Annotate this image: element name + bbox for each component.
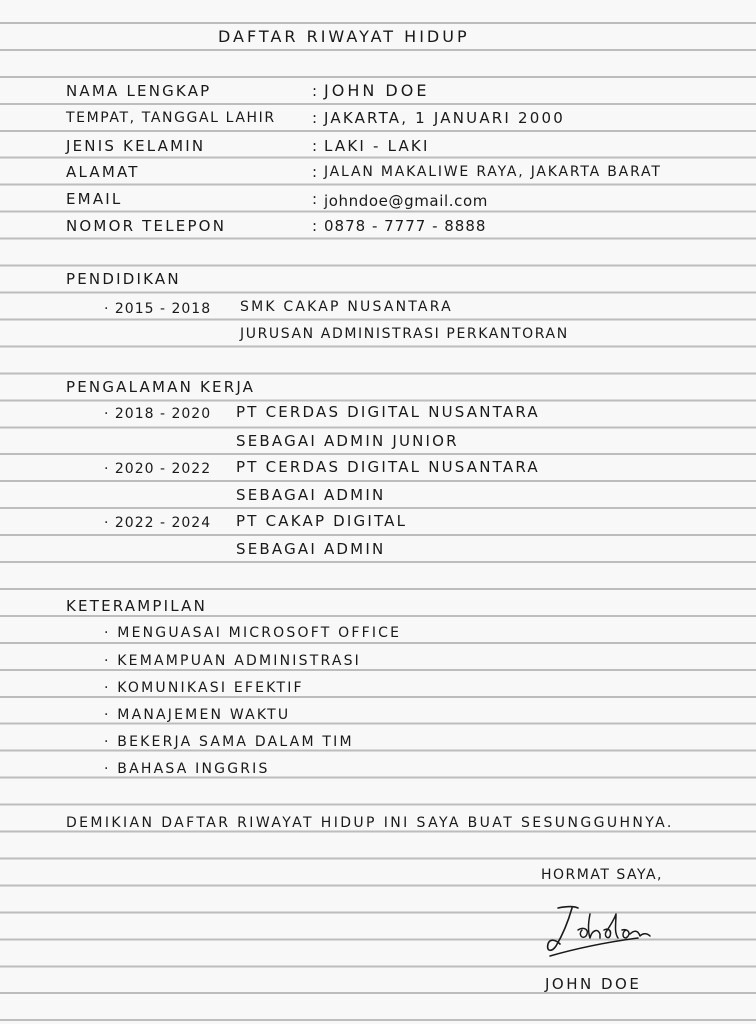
experience-company: PT CERDAS DIGITAL NUSANTARA — [236, 458, 540, 476]
label-phone: NOMOR TELEPON — [66, 217, 227, 235]
signature-icon — [538, 900, 668, 960]
experience-role: SEBAGAI ADMIN — [236, 486, 386, 504]
value-gender: LAKI - LAKI — [324, 137, 430, 155]
separator: : — [312, 190, 320, 208]
label-full-name: NAMA LENGKAP — [66, 82, 212, 100]
skill-item: · BEKERJA SAMA DALAM TIM — [104, 734, 354, 750]
separator: : — [312, 82, 320, 100]
experience-period: · 2018 - 2020 — [104, 406, 212, 422]
experience-company: PT CAKAP DIGITAL — [236, 512, 408, 530]
signer-name: JOHN DOE — [545, 975, 642, 993]
label-email: EMAIL — [66, 190, 123, 208]
value-phone: 0878 - 7777 - 8888 — [324, 217, 487, 235]
label-address: ALAMAT — [66, 163, 140, 181]
value-full-name: JOHN DOE — [324, 81, 430, 100]
experience-role: SEBAGAI ADMIN — [236, 540, 386, 558]
education-period: · 2015 - 2018 — [104, 301, 212, 317]
section-heading-skills: KETERAMPILAN — [66, 597, 208, 615]
experience-role: SEBAGAI ADMIN JUNIOR — [236, 432, 459, 450]
experience-period: · 2020 - 2022 — [104, 461, 212, 477]
skill-item: · KEMAMPUAN ADMINISTRASI — [104, 653, 362, 669]
section-heading-experience: PENGALAMAN KERJA — [66, 378, 256, 396]
education-detail: JURUSAN ADMINISTRASI PERKANTORAN — [240, 326, 569, 342]
education-institution: SMK CAKAP NUSANTARA — [240, 299, 453, 315]
experience-period: · 2022 - 2024 — [104, 515, 212, 531]
skill-item: · MANAJEMEN WAKTU — [104, 707, 291, 723]
section-heading-education: PENDIDIKAN — [66, 270, 181, 288]
label-gender: JENIS KELAMIN — [66, 137, 206, 155]
value-birth-place-date: JAKARTA, 1 JANUARI 2000 — [324, 109, 565, 127]
sign-off-greeting: HORMAT SAYA, — [541, 867, 663, 883]
skill-item: · KOMUNIKASI EFEKTIF — [104, 680, 304, 696]
value-address: JALAN MAKALIWE RAYA, JAKARTA BARAT — [324, 164, 662, 180]
skill-item: · BAHASA INGGRIS — [104, 761, 270, 777]
skill-item: · MENGUASAI MICROSOFT OFFICE — [104, 625, 402, 641]
separator: : — [312, 137, 320, 155]
experience-company: PT CERDAS DIGITAL NUSANTARA — [236, 403, 540, 421]
separator: : — [312, 163, 320, 181]
document-title: DAFTAR RIWAYAT HIDUP — [218, 27, 470, 46]
separator: : — [312, 217, 320, 235]
label-birth-place-date: TEMPAT, TANGGAL LAHIR — [66, 110, 276, 126]
separator: : — [312, 109, 320, 127]
value-email: johndoe@gmail.com — [324, 192, 488, 210]
closing-statement: DEMIKIAN DAFTAR RIWAYAT HIDUP INI SAYA BUAT SESUNGGUHNYA. — [66, 815, 674, 831]
